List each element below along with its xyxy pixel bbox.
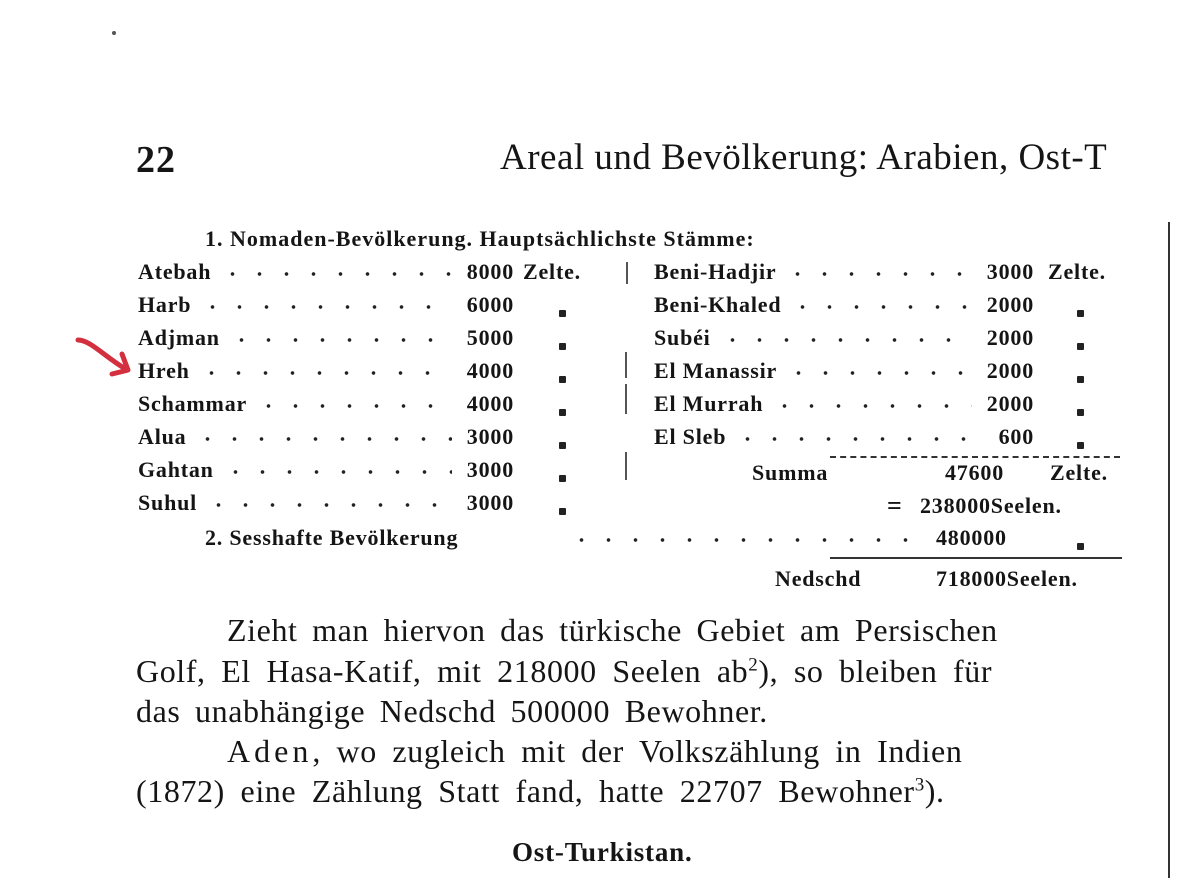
leader-dots (222, 470, 452, 474)
page-edge-rule (1168, 222, 1170, 878)
column-separator (625, 384, 627, 414)
tribe-value: 4000 (466, 358, 514, 383)
leader-dots (205, 503, 452, 507)
tribe-name: El Manassir (654, 358, 778, 383)
para1-line1: Zieht man hiervon das türkische Gebiet am Persischen (227, 612, 998, 648)
ditto-mark (1077, 343, 1084, 350)
para1-line2-text: Golf, El Hasa-Katif, mit 218000 Seelen ab (136, 653, 749, 689)
ditto-mark (559, 376, 566, 383)
tribe-name: Subéi (654, 325, 711, 350)
equals-sign: = (887, 491, 903, 520)
ink-speck (112, 31, 116, 35)
tribe-value: 3000 (466, 424, 514, 449)
tribe-name: Suhul (138, 490, 198, 515)
tribe-value: 8000 (466, 259, 514, 284)
leader-dots (194, 437, 452, 441)
tribe-value: 2000 (986, 292, 1034, 317)
leader-dots (784, 272, 972, 276)
running-title: Areal und Bevölkerung: Arabien, Ost-T (500, 137, 1108, 178)
table-heading: 1. Nomaden-Bevölkerung. Hauptsächlichste Stämme: (205, 226, 755, 251)
para1-line2 (136, 653, 992, 690)
leader-dots (219, 272, 452, 276)
ditto-mark (1077, 409, 1084, 416)
tribe-unit: Zelte. (523, 259, 581, 284)
leader-dots (789, 305, 972, 309)
sesshafte-label: 2. Sesshafte Bevölkerung (205, 525, 459, 550)
ditto-mark (1077, 376, 1084, 383)
column-separator (625, 352, 627, 378)
page-number: 22 (136, 139, 176, 181)
tribe-value: 5000 (466, 325, 514, 350)
ditto-mark (559, 442, 566, 449)
tribe-value: 3000 (466, 457, 514, 482)
total-label: Nedschd (775, 566, 862, 591)
column-separator (625, 452, 627, 480)
tribe-value: 2000 (986, 325, 1034, 350)
tribe-unit: Zelte. (1048, 259, 1106, 284)
aden-word: Aden (227, 733, 313, 769)
tribe-value: 6000 (466, 292, 514, 317)
para1-line3: das unabhängige Nedschd 500000 Bewohner. (136, 693, 768, 729)
seelen-total: 238000Seelen. (920, 493, 1062, 518)
ditto-mark (559, 475, 566, 482)
tribe-name: Gahtan (138, 457, 214, 482)
tribe-name: Harb (138, 292, 192, 317)
sum-rule (830, 456, 1120, 458)
ditto-mark (559, 310, 566, 317)
para2-line2-end: ). (924, 773, 945, 809)
leader-dots (785, 371, 972, 375)
tribe-name: El Murrah (654, 391, 764, 416)
tribe-value: 2000 (986, 358, 1034, 383)
leader-dots (199, 305, 452, 309)
tribe-name: Alua (138, 424, 187, 449)
ditto-mark (1077, 543, 1084, 550)
tribe-name: Hreh (138, 358, 190, 383)
tribe-name: Beni-Khaled (654, 292, 782, 317)
leader-dots (719, 338, 972, 342)
para2-line2 (136, 773, 945, 810)
column-separator (626, 262, 628, 284)
para1-line2-end: ), so bleiben für (758, 653, 993, 689)
leader-dots (771, 404, 972, 408)
leader-dots (734, 437, 985, 441)
total-value: 718000Seelen. (936, 566, 1078, 591)
ditto-mark (559, 343, 566, 350)
leader-dots (198, 371, 452, 375)
para2-line1 (227, 733, 962, 770)
curved-arrow-icon (74, 334, 136, 386)
ditto-mark (1077, 442, 1084, 449)
sesshafte-value: 480000 (936, 525, 1007, 550)
summa-label: Summa (752, 460, 829, 485)
footnote-mark: 2 (748, 654, 759, 676)
footnote-mark: 3 (914, 774, 925, 796)
leader-dots (255, 404, 452, 408)
tribe-name: Adjman (138, 325, 220, 350)
summa-value: 47600 (945, 460, 1004, 485)
tribe-value: 3000 (986, 259, 1034, 284)
tribe-value: 4000 (466, 391, 514, 416)
tribe-name: El Sleb (654, 424, 727, 449)
summa-unit: Zelte. (1050, 460, 1108, 485)
tribe-value: 2000 (986, 391, 1034, 416)
tribe-name: Schammar (138, 391, 248, 416)
tribe-name: Atebah (138, 259, 212, 284)
tribe-value: 3000 (466, 490, 514, 515)
ditto-mark (559, 508, 566, 515)
section-heading: Ost-Turkistan. (512, 837, 693, 867)
ditto-mark (559, 409, 566, 416)
ditto-mark (1077, 310, 1084, 317)
para2-line1-rest: , wo zugleich mit der Volkszählung in Indien (312, 733, 963, 769)
total-rule (830, 557, 1122, 559)
leader-dots (228, 338, 452, 342)
tribe-value: 600 (998, 424, 1034, 449)
para2-line2-text: (1872) eine Zählung Statt fand, hatte 22707 Bewohner (136, 773, 915, 809)
tribe-name: Beni-Hadjir (654, 259, 777, 284)
